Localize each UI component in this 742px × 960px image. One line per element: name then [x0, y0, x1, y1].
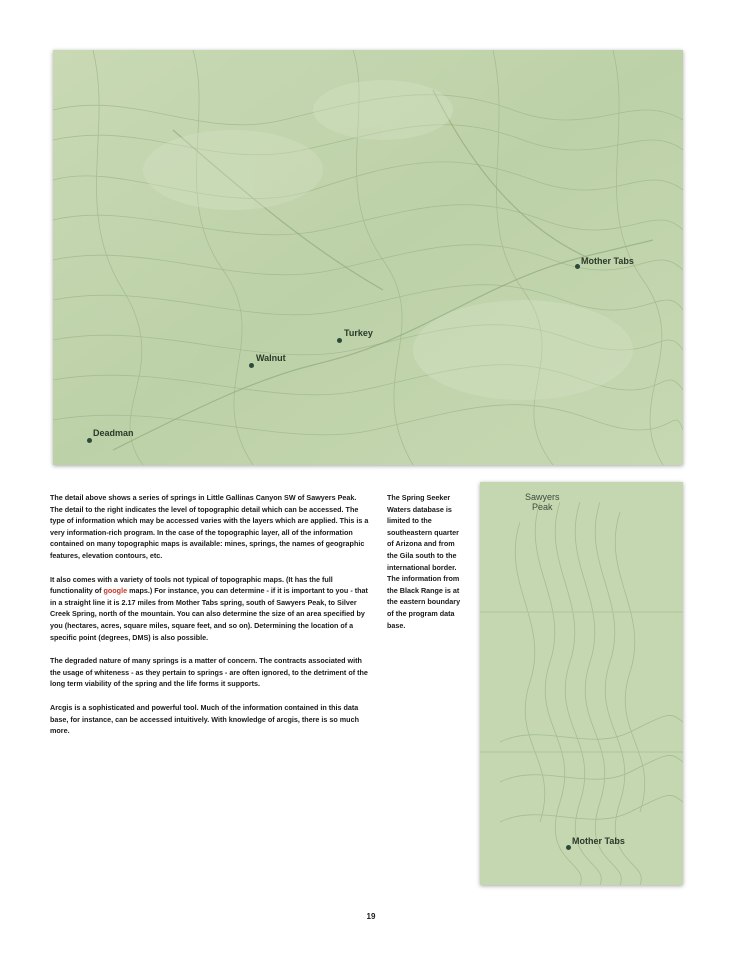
- top-map: [53, 50, 683, 465]
- paragraph-1: The detail above shows a series of springs in Little Gallinas Canyon SW of Sawyers Peak. The detail to the right indicates the level of topographic detail which can be accessed. The type of information which may be accessed varies with the layers which are applied. This is a very information-rich program. In the case of the topographic layer, all of the information contained on many topographic maps is available: mines, springs, the names of geographic features, elevation contours, etc.: [50, 493, 369, 560]
- deadman-marker: [87, 438, 92, 443]
- turkey-label: Turkey: [344, 328, 373, 338]
- paragraph-2: [50, 574, 370, 644]
- side-map-terrain: [480, 482, 683, 885]
- paragraph-4: Arcgis is a sophisticated and powerful tool. Much of the information contained in this data base, for instance, can be accessed intuitively. With knowledge of arcgis, there is so much more.: [50, 702, 359, 736]
- walnut-label: Walnut: [256, 353, 286, 363]
- mother-tabs-label: Mother Tabs: [581, 256, 634, 266]
- page-number: 19: [366, 912, 376, 921]
- paragraph-3: The degraded nature of many springs is a matter of concern. The contracts associated with the usage of whiteness - as they pertain to springs - are often ignored, to the detriment of the long term viability of the spring and the life forms it supports.: [50, 656, 368, 689]
- side-mother-tabs-label: Mother Tabs: [572, 836, 625, 846]
- sawyers-peak-label: Sawyers Peak: [525, 492, 560, 512]
- side-mother-tabs-marker: [566, 845, 571, 850]
- paragraph-2-part-b: maps.) For instance, you can determine - if it is important to you - that in a straight line it is 2.17 miles from Mother Tabs spring, south of Sawyers Peak, to Silver Creek Spring, north of the mountain. You can also determine the size of an area specified by you (hectares, acres, square miles, square feet, and so on). Determining the location of a specific point (degrees, DMS) is also possible.: [50, 586, 368, 642]
- side-map: [480, 482, 683, 885]
- turkey-marker: [337, 338, 342, 343]
- paragraph-2-part-a: It also comes with a variety of tools not typical of topographic maps. (It has the full functionality of: [50, 574, 333, 596]
- deadman-label: Deadman: [93, 428, 134, 438]
- google-link[interactable]: google: [103, 586, 128, 596]
- main-text-column: [50, 492, 370, 749]
- mother-tabs-marker: [575, 264, 580, 269]
- side-text-column: The Spring Seeker Waters database is limited to the southeastern quarter of Arizona and from the Gila south to the international border. The information from the Black Range is at the eastern boundary of the program data base.: [387, 493, 461, 630]
- walnut-marker: [249, 363, 254, 368]
